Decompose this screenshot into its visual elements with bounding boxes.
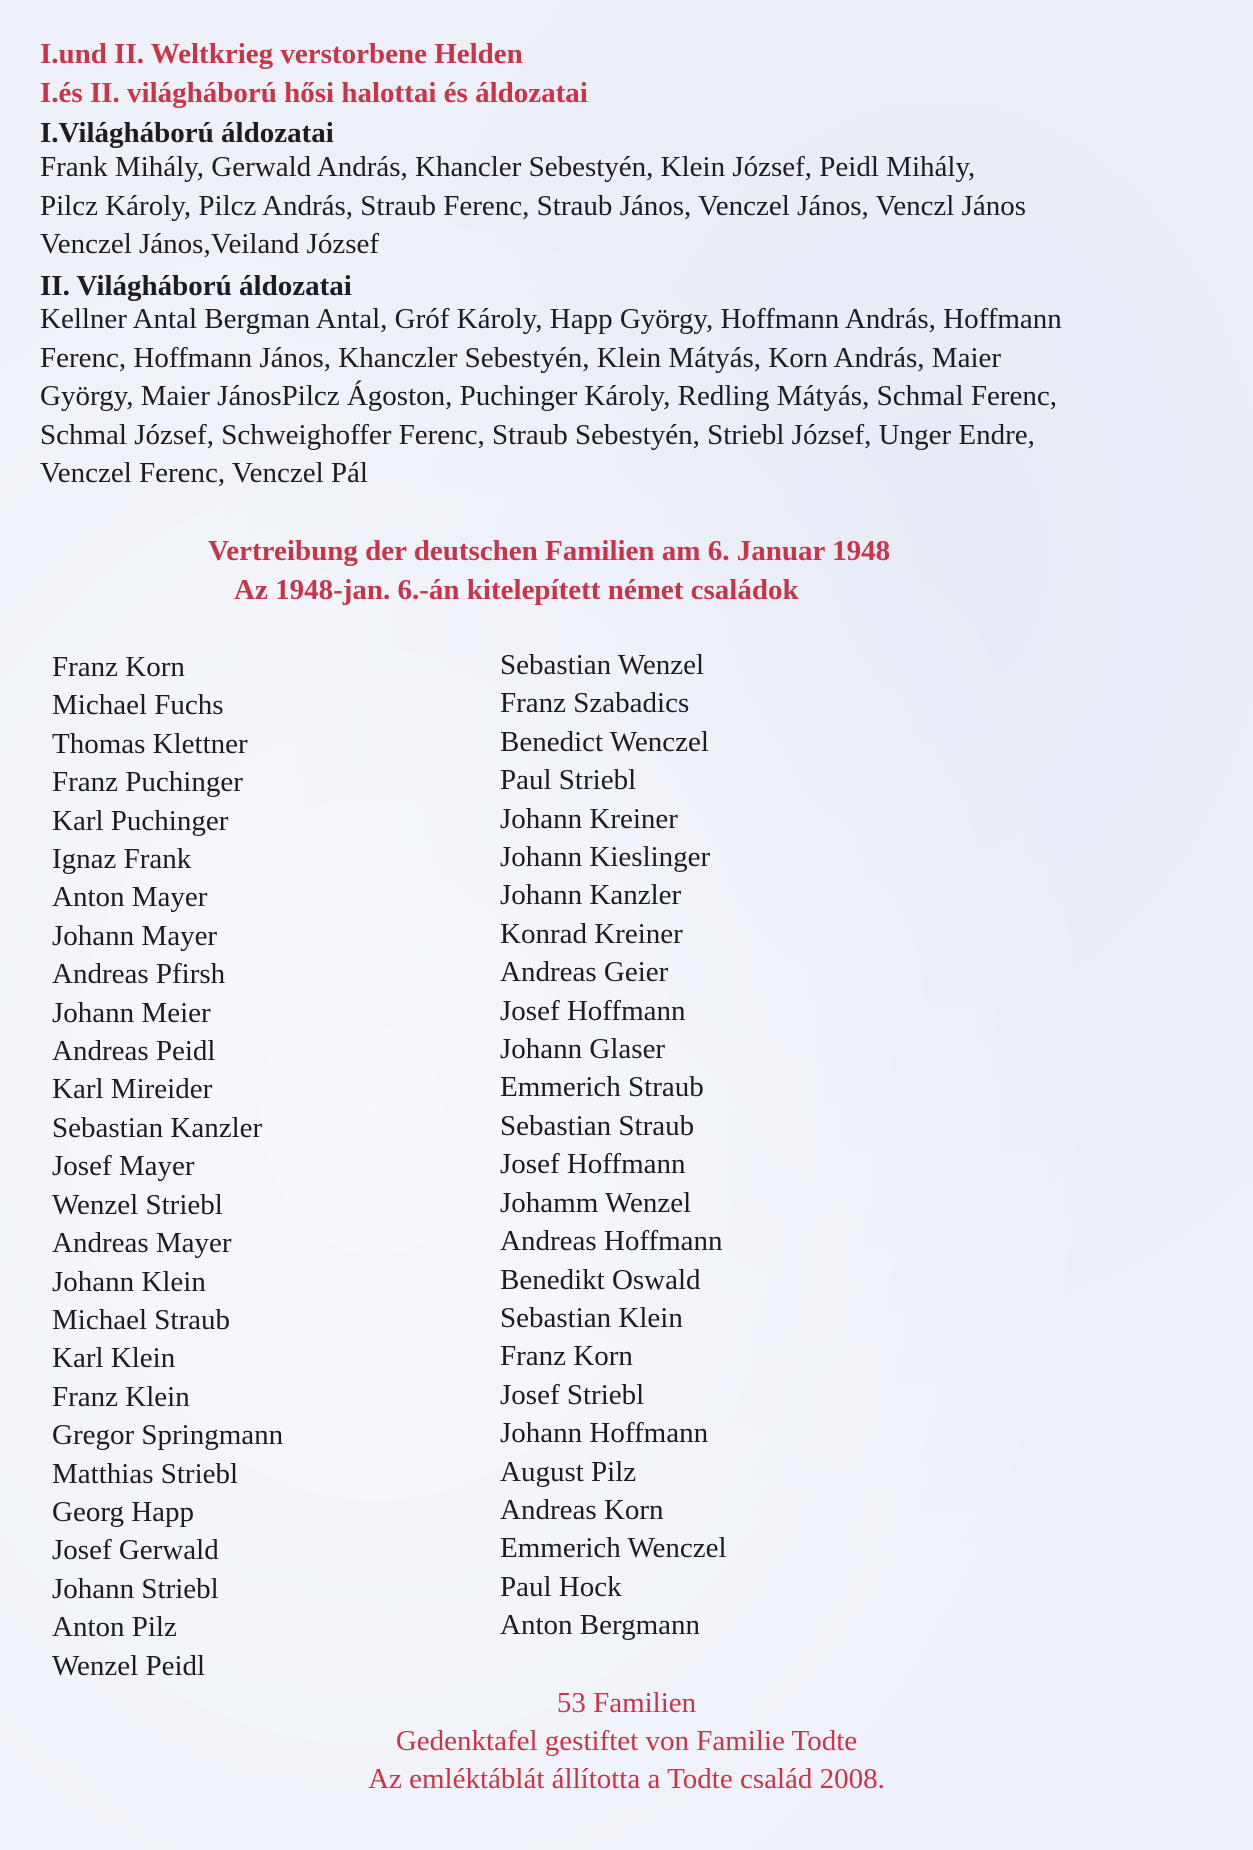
family-name: Franz Puchinger: [52, 766, 243, 799]
family-name: Johann Mayer: [52, 919, 218, 952]
families-left-column: [52, 648, 283, 1685]
family-name: Andreas Hoffmann: [500, 1225, 723, 1258]
family-name: Andreas Pfirsh: [52, 958, 226, 991]
family-name: Konrad Kreiner: [500, 917, 683, 950]
family-name: Anton Pilz: [52, 1611, 177, 1644]
ww2-line: György, Maier JánosPilcz Ágoston, Puchinger Károly, Redling Mátyás, Schmal Ferenc,: [40, 380, 1057, 412]
family-name: Benedict Wenczel: [500, 725, 709, 758]
family-name: Johamm Wenzel: [500, 1186, 692, 1219]
family-name: Andreas Korn: [500, 1493, 664, 1526]
family-name: Josef Hoffmann: [500, 1148, 686, 1181]
ww2-line: Kellner Antal Bergman Antal, Gróf Károly, Happ György, Hoffmann András, Hoffmann: [40, 303, 1062, 335]
family-name: Karl Puchinger: [52, 804, 229, 837]
family-name: Johann Meier: [52, 996, 211, 1029]
family-name: Johann Kreiner: [500, 802, 678, 835]
family-name: Ignaz Frank: [52, 843, 192, 876]
family-name: Benedikt Oswald: [500, 1263, 701, 1296]
family-name: Andreas Mayer: [52, 1227, 232, 1260]
family-name: Sebastian Kanzler: [52, 1111, 263, 1144]
ww1-line: Venczel János,Veiland József: [40, 228, 380, 260]
family-name: Michael Straub: [52, 1303, 230, 1336]
family-name: Emmerich Wenczel: [500, 1532, 727, 1565]
family-name: Franz Korn: [52, 651, 185, 683]
family-name: Paul Hock: [500, 1570, 622, 1603]
ww1-line: Pilcz Károly, Pilcz András, Straub Ferenc, Straub János, Venczel János, Venczl János: [40, 189, 1027, 222]
family-name: Anton Bergmann: [500, 1609, 701, 1642]
title-german: I.und II. Weltkrieg verstorbene Helden: [40, 38, 523, 70]
family-name: Andreas Geier: [500, 956, 669, 989]
expulsion-title-german: Vertreibung der deutschen Familien am 6. Januar 1948: [208, 535, 891, 567]
family-name: Johann Striebl: [52, 1572, 219, 1605]
expulsion-title-hungarian: Az 1948-jan. 6.-án kitelepített német családok: [234, 574, 799, 606]
family-name: Johann Hoffmann: [500, 1417, 709, 1450]
family-name: Johann Glaser: [500, 1033, 666, 1066]
ww2-line: Schmal József, Schweighoffer Ferenc, Straub Sebestyén, Striebl József, Unger Endre,: [40, 418, 1035, 451]
family-name: Franz Szabadics: [500, 687, 690, 720]
family-name: Sebastian Klein: [500, 1301, 683, 1334]
family-name: August Pilz: [500, 1455, 637, 1488]
ww1-line: Frank Mihály, Gerwald András, Khancler Sebestyén, Klein József, Peidl Mihály,: [40, 151, 976, 183]
family-name: Karl Mireider: [52, 1073, 213, 1106]
family-name: Josef Hoffmann: [500, 994, 686, 1027]
family-name: Wenzel Striebl: [52, 1188, 223, 1221]
family-name: Emmerich Straub: [500, 1071, 704, 1104]
ww2-victims-paragraph: [40, 300, 1245, 493]
ww2-heading: II. Világháború áldozatai: [40, 270, 352, 302]
family-name: Paul Striebl: [500, 764, 637, 797]
family-name: Thomas Klettner: [52, 727, 248, 760]
family-name: Michael Fuchs: [52, 689, 224, 722]
family-name: Franz Korn: [500, 1340, 633, 1373]
family-name: Johann Klein: [52, 1265, 206, 1298]
family-count: 53 Familien: [556, 1687, 697, 1719]
family-name: Johann Kanzler: [500, 879, 682, 912]
title-hungarian: I.és II. világháború hősi halottai és áldozatai: [40, 77, 588, 109]
family-name: Johann Kieslinger: [500, 841, 711, 874]
family-name: Wenzel Peidl: [52, 1649, 206, 1682]
ww1-victims-paragraph: [40, 148, 1245, 264]
ww1-heading: I.Világháború áldozatai: [40, 117, 334, 149]
ww2-line: Ferenc, Hoffmann János, Khanczler Sebestyén, Klein Mátyás, Korn András, Maier: [40, 341, 1002, 374]
family-name: Josef Striebl: [500, 1378, 645, 1411]
family-name: Josef Mayer: [52, 1150, 195, 1183]
family-name: Sebastian Wenzel: [500, 649, 705, 681]
family-name: Franz Klein: [52, 1380, 190, 1413]
family-name: Josef Gerwald: [52, 1534, 219, 1567]
family-name: Andreas Peidl: [52, 1035, 216, 1068]
family-name: Anton Mayer: [52, 881, 208, 914]
donor-hungarian: Az emléktáblát állította a Todte család 2008.: [368, 1763, 885, 1795]
families-right-column: [500, 646, 727, 1645]
family-name: Karl Klein: [52, 1342, 176, 1375]
family-name: Matthias Striebl: [52, 1457, 239, 1490]
family-name: Georg Happ: [52, 1495, 195, 1528]
ww2-line: Venczel Ferenc, Venczel Pál: [40, 457, 368, 489]
family-name: Sebastian Straub: [500, 1109, 695, 1142]
donor-german: Gedenktafel gestiftet von Familie Todte: [395, 1725, 858, 1757]
family-name: Gregor Springmann: [52, 1419, 284, 1452]
